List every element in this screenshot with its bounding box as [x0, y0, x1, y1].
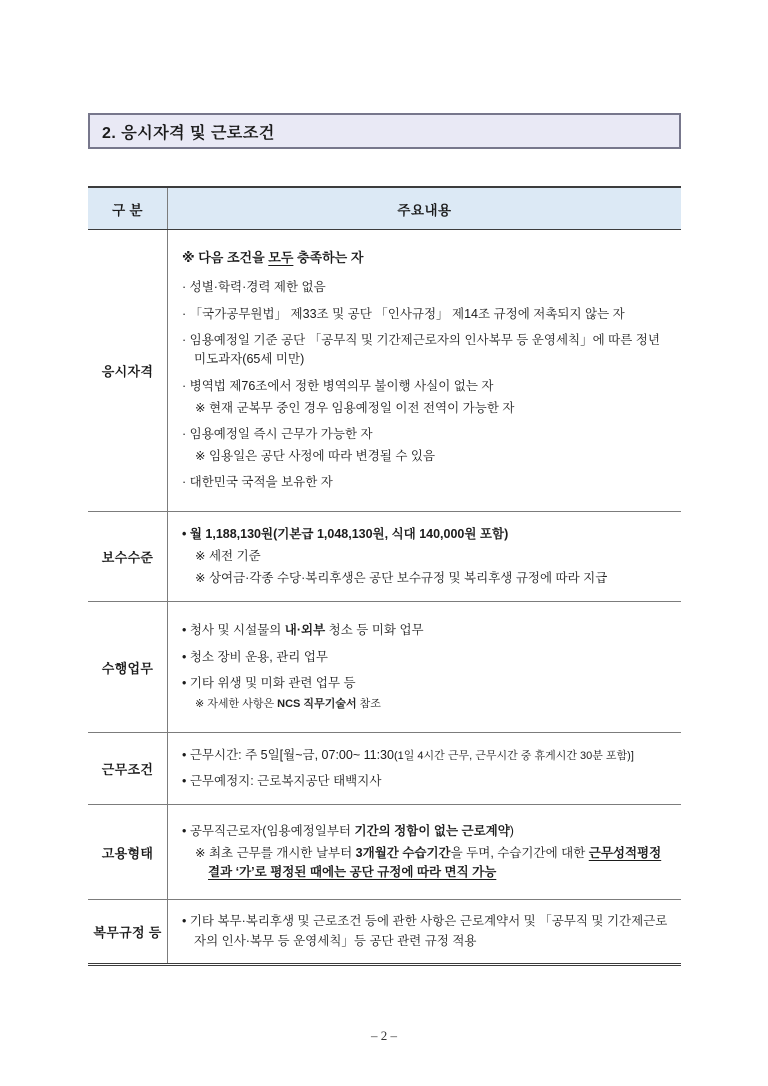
text-segment: • 월 1,188,130원(기본급 1,048,130원, 식대 140,000원 포함) — [182, 526, 509, 541]
header-col-content: 주요내용 — [397, 202, 452, 218]
content-line — [182, 425, 671, 444]
row-label: 응시자격 — [88, 230, 168, 511]
table-body — [88, 230, 681, 963]
content-line — [182, 331, 671, 370]
row-content — [168, 900, 681, 963]
table-row — [88, 230, 681, 512]
text-segment: 기간의 정함이 없는 근로계약 — [354, 823, 510, 838]
text-segment: 모두 — [268, 250, 294, 266]
content-line — [182, 746, 671, 765]
text-segment: · 대한민국 국적을 보유한 자 — [182, 475, 333, 490]
table-row — [88, 733, 681, 805]
text-segment: 내·외부 — [284, 623, 326, 638]
content-line — [182, 569, 671, 588]
row-label: 복무규정 등 — [88, 900, 168, 963]
text-segment: • 청사 및 시설물의 — [182, 623, 285, 638]
content-line — [182, 248, 671, 268]
text-segment: ※ 자세한 사항은 — [195, 697, 278, 710]
text-segment: · 「국가공무원법」 제33조 및 공단 「인사규정」 제14조 규정에 저촉되지 않는 자 — [182, 306, 625, 321]
text-segment: • 근무시간: 주 5일[월~금, 07:00~ 11:30 — [182, 747, 394, 762]
row-content — [168, 512, 681, 601]
text-segment: ) — [509, 823, 514, 838]
row-label: 근무조건 — [88, 733, 168, 804]
text-segment: (1일 4시간 근무, 근무시간 중 휴게시간 30분 포함)] — [393, 749, 634, 762]
text-segment: • 공무직근로자(임용예정일부터 — [182, 823, 355, 838]
text-segment: ※ 임용일은 공단 사정에 따라 변경될 수 있음 — [195, 448, 436, 463]
content-line — [182, 621, 671, 640]
text-segment: NCS 직무기술서 — [277, 697, 357, 710]
content-line — [182, 648, 671, 667]
row-content — [168, 230, 681, 511]
text-segment: 참조 — [356, 697, 381, 710]
header-col-category: 구 분 — [88, 188, 168, 229]
content-line — [182, 772, 671, 791]
table-row — [88, 805, 681, 900]
content-line — [182, 912, 671, 951]
text-segment: • 기타 위생 및 미화 관련 업무 등 — [182, 675, 356, 690]
section-title-box — [88, 113, 681, 149]
text-segment: ※ 상여금·각종 수당·복리후생은 공단 보수규정 및 복리후생 규정에 따라 지급 — [195, 570, 608, 585]
conditions-table — [88, 186, 681, 966]
text-segment: ※ 다음 조건을 — [182, 250, 269, 266]
content-line — [182, 305, 671, 324]
row-label: 고용형태 — [88, 805, 168, 899]
row-content — [168, 733, 681, 804]
text-segment: ※ 최초 근무를 개시한 날부터 — [195, 845, 356, 860]
section-title: 2. 응시자격 및 근로조건 — [102, 124, 275, 142]
row-label: 수행업무 — [88, 602, 168, 732]
text-segment: · 임용예정일 즉시 근무가 가능한 자 — [182, 426, 373, 441]
content-line — [182, 674, 671, 693]
content-line — [182, 547, 671, 566]
content-line — [182, 399, 671, 418]
text-segment: • 기타 복무·복리후생 및 근로조건 등에 관한 사항은 근로계약서 및 「공무직 및 기간제근로자의 인사·복무 등 운영세칙」등 공단 관련 규정 적용 — [182, 914, 668, 948]
row-label: 보수수준 — [88, 512, 168, 601]
content-line — [182, 473, 671, 492]
text-segment: 충족하는 자 — [293, 250, 364, 266]
table-row — [88, 512, 681, 602]
page-number: – 2 – — [371, 1028, 397, 1043]
content-line — [182, 447, 671, 466]
text-segment: 청소 등 미화 업무 — [325, 623, 424, 638]
content-line — [182, 822, 671, 841]
table-header-row — [88, 188, 681, 230]
table-row — [88, 602, 681, 733]
row-content — [168, 805, 681, 899]
content-line — [182, 278, 671, 297]
table-row — [88, 900, 681, 963]
text-segment: 3개월간 수습기간 — [355, 845, 451, 860]
text-segment: 을 두며, 수습기간에 대한 — [450, 845, 589, 860]
text-segment: ※ 현재 군복무 중인 경우 임용예정일 이전 전역이 가능한 자 — [195, 400, 515, 415]
content-line — [182, 696, 671, 713]
text-segment: · 성별·학력·경력 제한 없음 — [182, 280, 326, 295]
content-line — [182, 377, 671, 396]
text-segment: ※ 세전 기준 — [195, 548, 261, 563]
content-line — [182, 525, 671, 544]
text-segment: 근무성적평정 결과 ‘가’로 평정된 때에는 공단 규정에 따라 면직 가능 — [208, 845, 662, 879]
text-segment: · 임용예정일 기준 공단 「공무직 및 기간제근로자의 인사복무 등 운영세칙」에 따른 정년 미도과자(65세 미만) — [182, 332, 660, 367]
text-segment: • 근무예정지: 근로복지공단 태백지사 — [182, 774, 382, 788]
content-line — [182, 844, 671, 883]
row-content — [168, 602, 681, 732]
text-segment: • 청소 장비 운용, 관리 업무 — [182, 649, 328, 664]
text-segment: · 병역법 제76조에서 정한 병역의무 불이행 사실이 없는 자 — [182, 378, 494, 393]
